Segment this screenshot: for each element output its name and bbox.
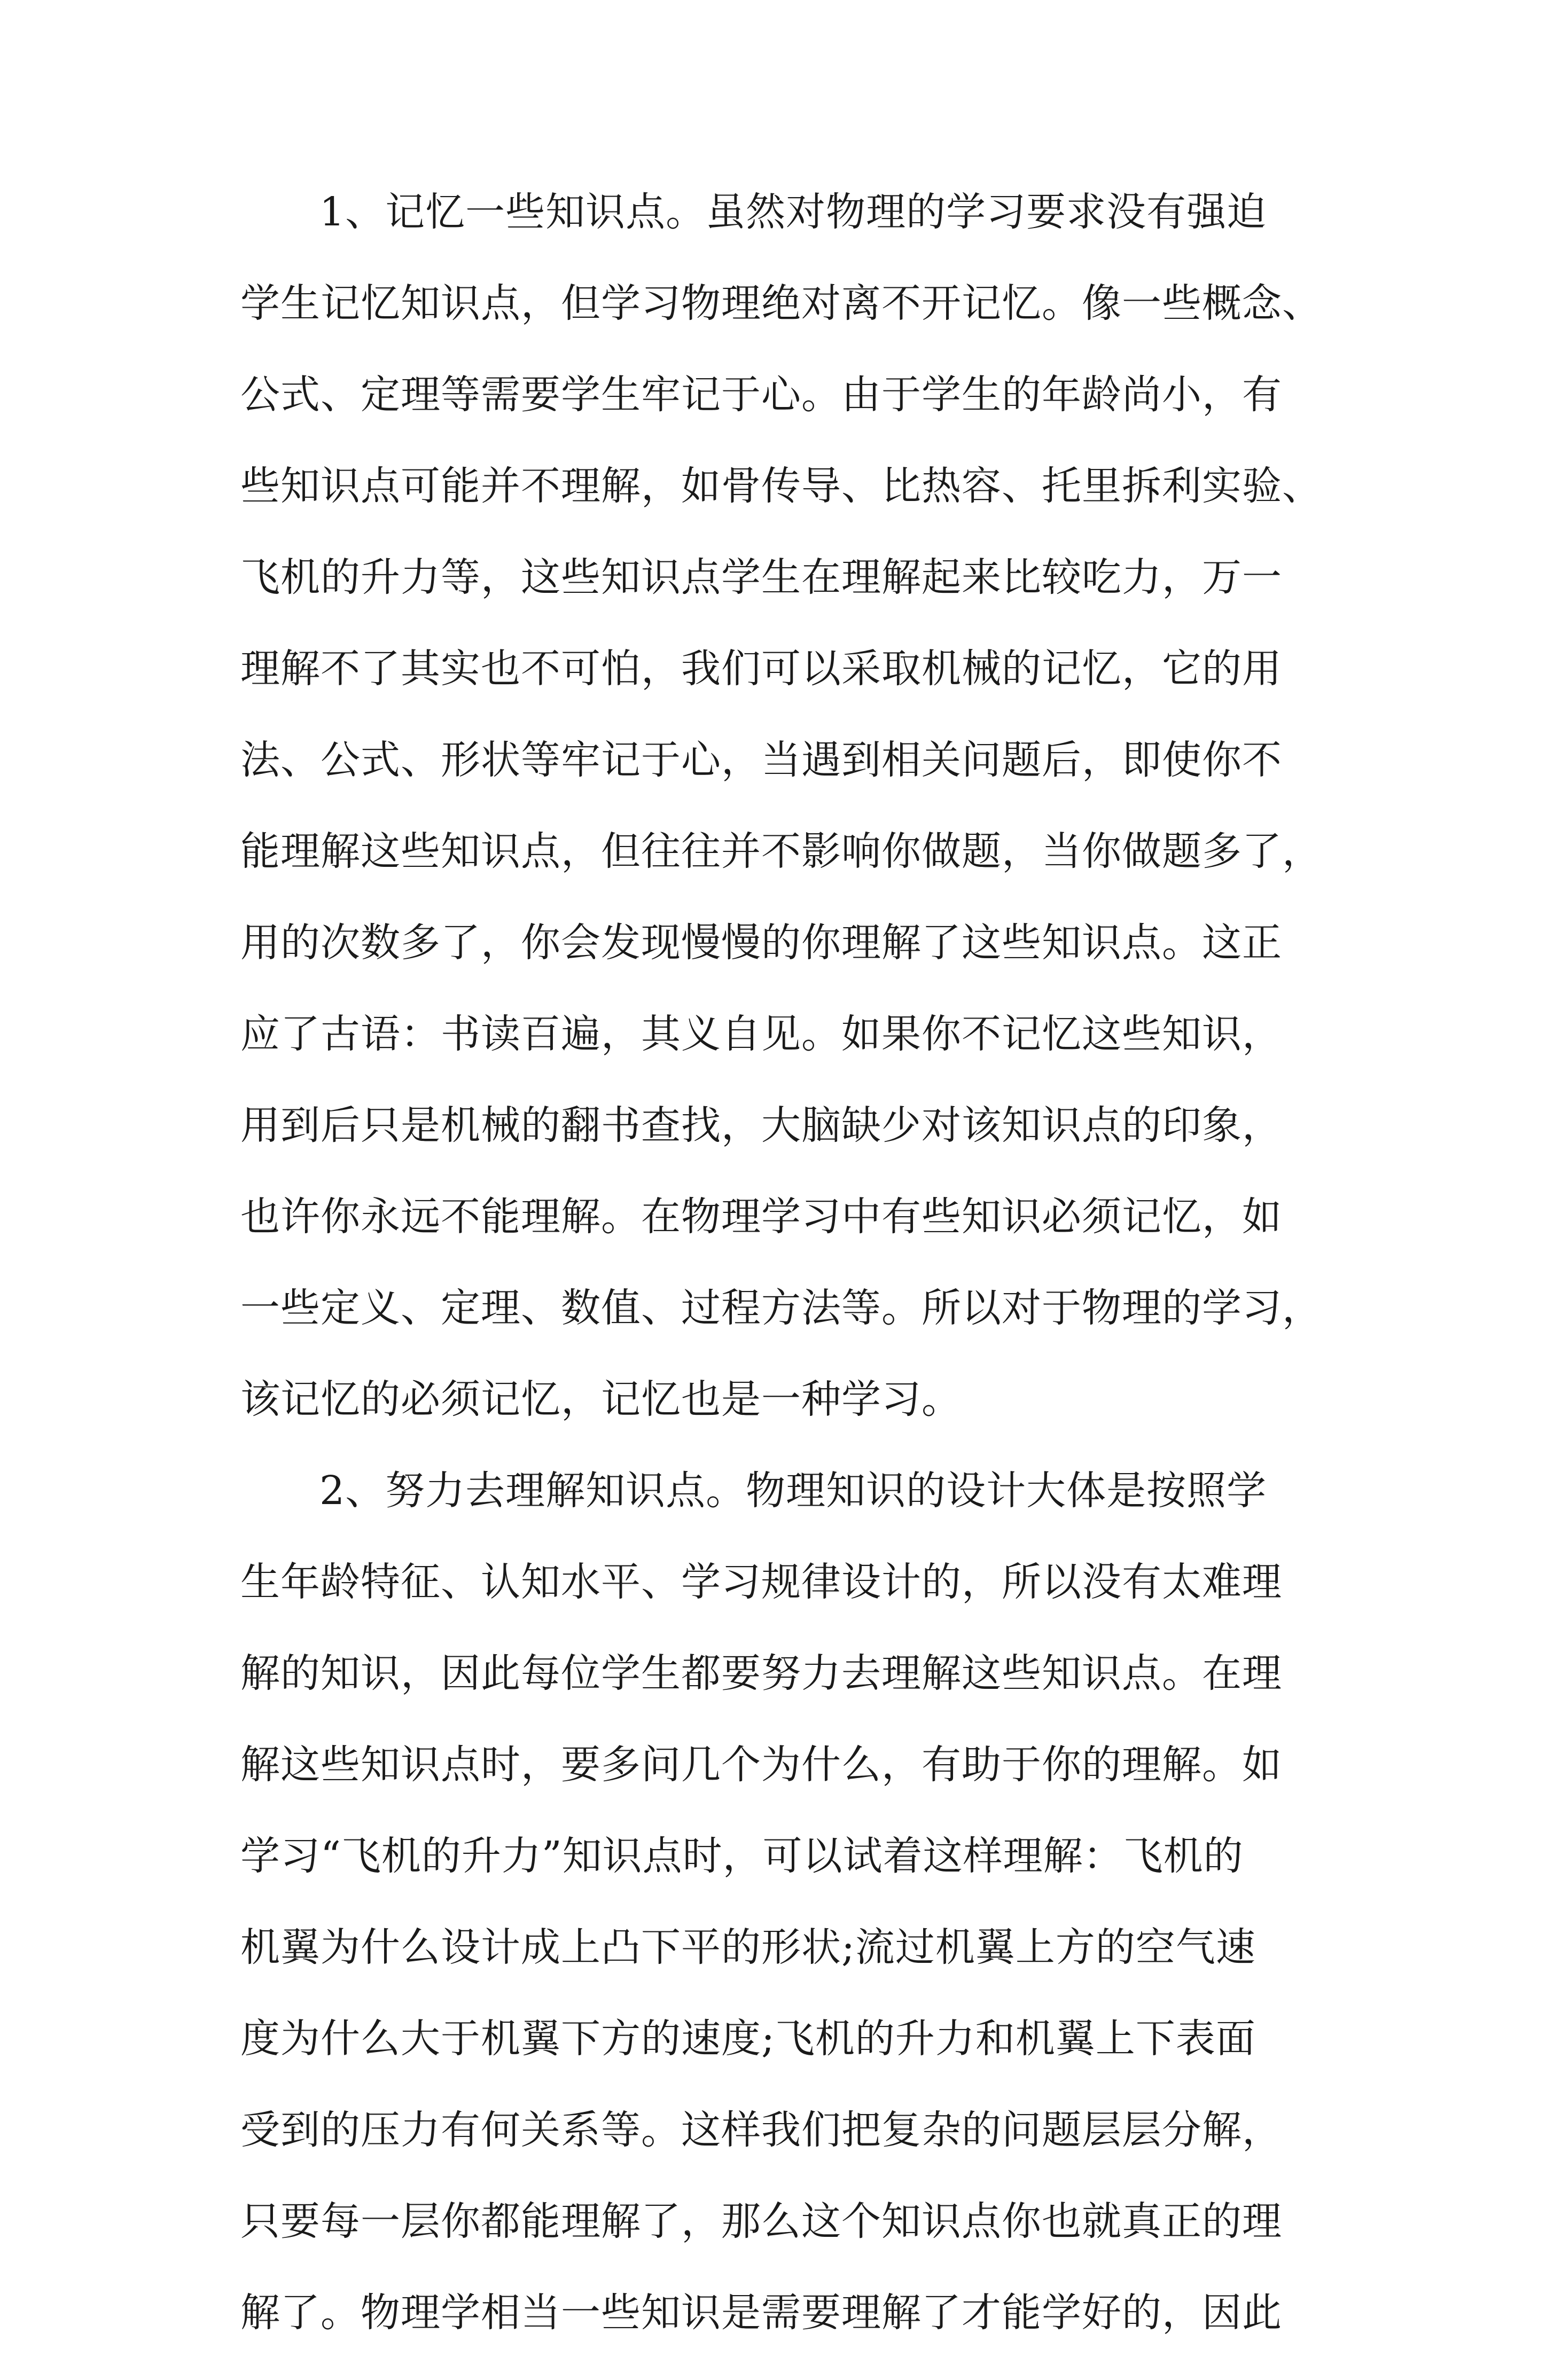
paragraph-1-line: 也许你永远不能理解。在物理学习中有些知识必须记忆，如 bbox=[240, 1194, 1282, 1240]
paragraph-2-line: 学习“飞机的升力”知识点时，可以试着这样理解：飞机的 bbox=[240, 1833, 1244, 1879]
paragraph-2-line: 度为什么大于机翼下方的速度;飞机的升力和机翼上下表面 bbox=[240, 2016, 1256, 2062]
paragraph-2-line: 解了。物理学相当一些知识是需要理解了才能学好的，因此 bbox=[240, 2290, 1282, 2336]
paragraph-2-line: 解的知识，因此每位学生都要努力去理解这些知识点。在理 bbox=[240, 1650, 1282, 1696]
paragraph-1-line: 飞机的升力等，这些知识点学生在理解起来比较吃力，万一 bbox=[240, 554, 1282, 600]
paragraph-1-line: 公式、定理等需要学生牢记于心。由于学生的年龄尚小，有 bbox=[240, 372, 1282, 418]
paragraph-1-line: 该记忆的必须记忆，记忆也是一种学习。 bbox=[240, 1376, 962, 1422]
paragraph-2-line: 生年龄特征、认知水平、学习规律设计的，所以没有太难理 bbox=[240, 1559, 1282, 1605]
paragraph-1-line: 用到后只是机械的翻书查找，大脑缺少对该知识点的印象， bbox=[240, 1102, 1282, 1148]
paragraph-1-line: 法、公式、形状等牢记于心，当遇到相关问题后，即使你不 bbox=[240, 737, 1282, 783]
paragraph-2-line: 解这些知识点时，要多问几个为什么，有助于你的理解。如 bbox=[240, 1742, 1282, 1788]
paragraph-1-line: 些知识点可能并不理解，如骨传导、比热容、托里拆利实验、 bbox=[240, 463, 1322, 509]
paragraph-1-line: 能理解这些知识点，但往往并不影响你做题，当你做题多了， bbox=[240, 828, 1322, 874]
paragraph-2-line: 受到的压力有何关系等。这样我们把复杂的问题层层分解， bbox=[240, 2107, 1282, 2153]
paragraph-1-line: 1、记忆一些知识点。虽然对物理的学习要求没有强迫 bbox=[319, 189, 1267, 235]
paragraph-1-line: 用的次数多了，你会发现慢慢的你理解了这些知识点。这正 bbox=[240, 920, 1282, 966]
paragraph-1-line: 一些定义、定理、数值、过程方法等。所以对于物理的学习， bbox=[240, 1285, 1322, 1331]
paragraph-1-line: 理解不了其实也不可怕，我们可以采取机械的记忆，它的用 bbox=[240, 646, 1282, 692]
paragraph-1-line: 学生记忆知识点，但学习物理绝对离不开记忆。像一些概念、 bbox=[240, 280, 1322, 326]
paragraph-1-line: 应了古语：书读百遍，其义自见。如果你不记忆这些知识， bbox=[240, 1011, 1282, 1057]
paragraph-2-line: 2、努力去理解知识点。物理知识的设计大体是按照学 bbox=[319, 1468, 1267, 1514]
paragraph-2-line: 只要每一层你都能理解了，那么这个知识点你也就真正的理 bbox=[240, 2198, 1282, 2244]
body-text bbox=[240, 188, 1322, 2380]
paragraph-2-line: 机翼为什么设计成上凸下平的形状;流过机翼上方的空气速 bbox=[240, 1924, 1256, 1970]
